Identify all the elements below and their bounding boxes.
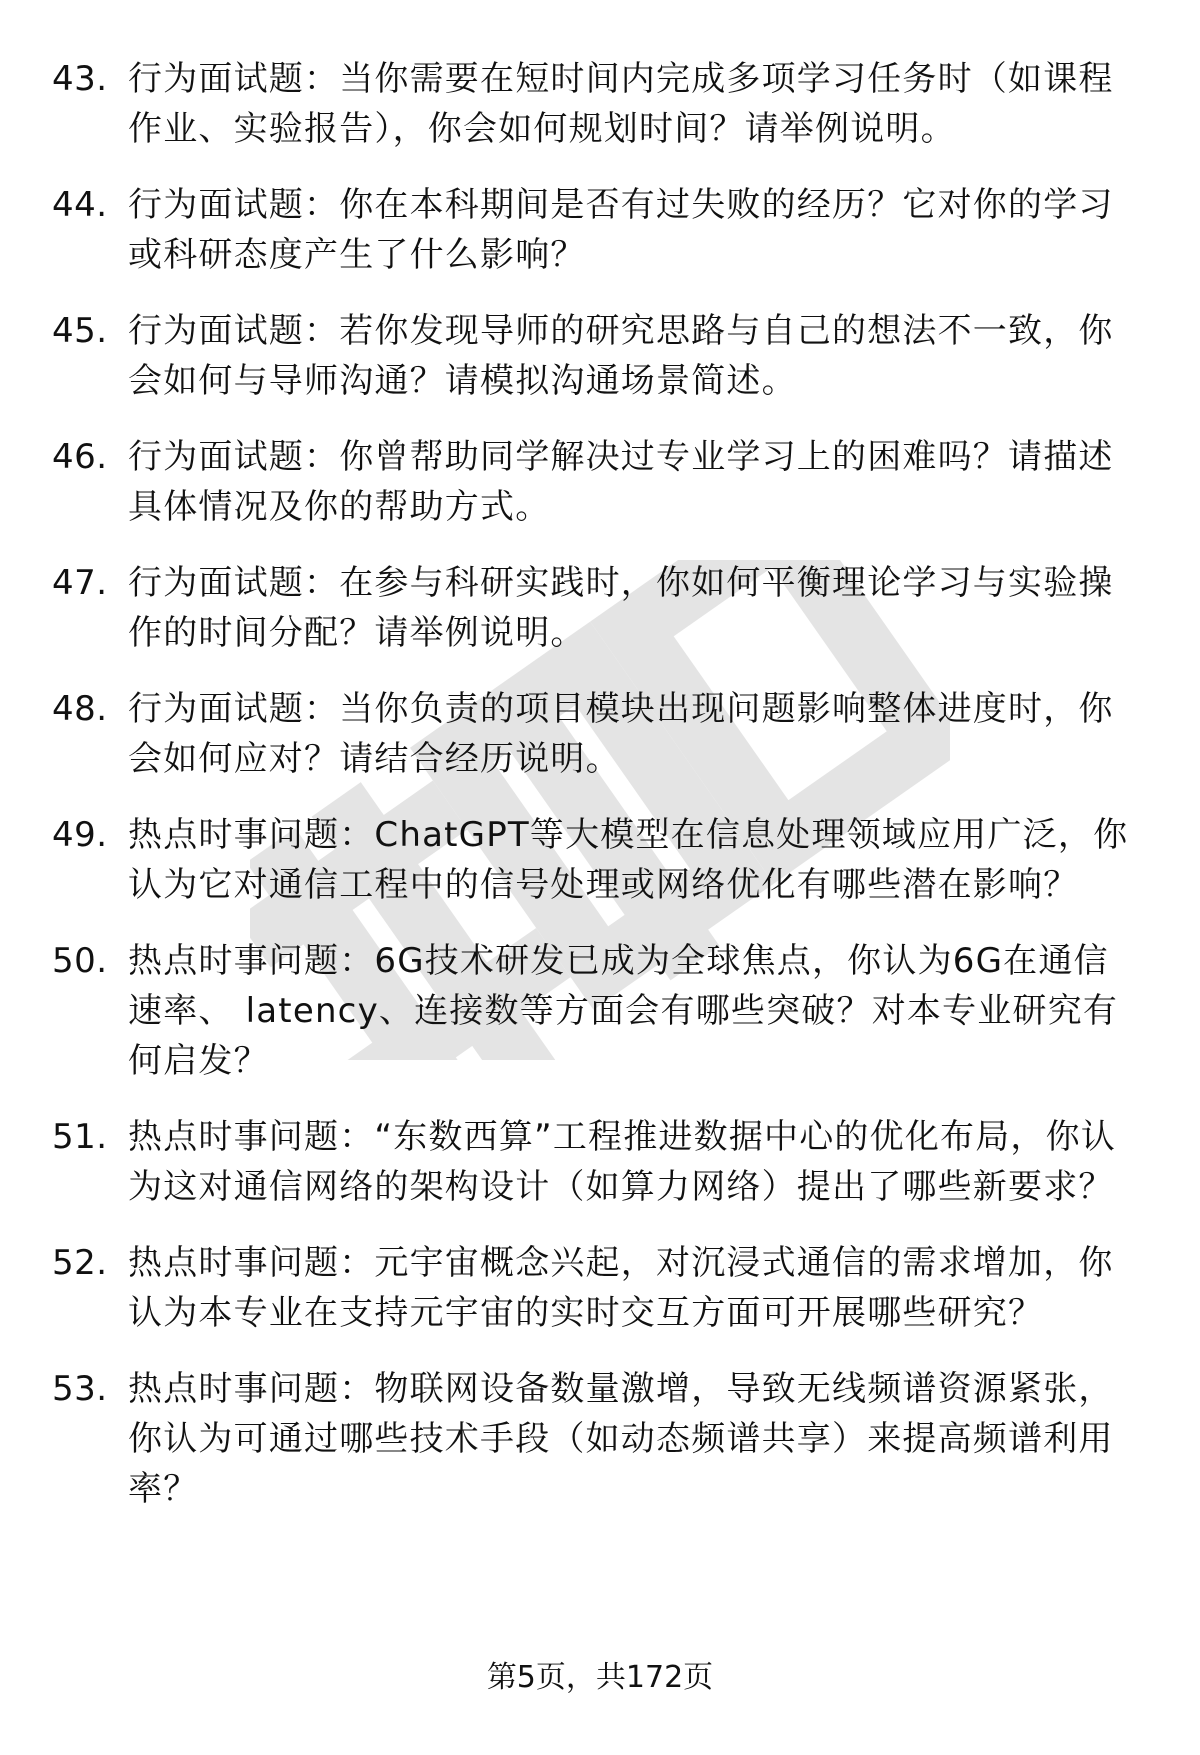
question-number: 44. — [52, 185, 108, 225]
question-item — [0, 1238, 1200, 1338]
question-number: 45. — [52, 311, 108, 351]
question-text: 行为面试题：若你发现导师的研究思路与自己的想法不一致，你会如何与导师沟通？请模拟沟通场景简述。 — [128, 311, 1114, 401]
question-number: 50. — [52, 941, 108, 981]
question-text: 热点时事问题：6G技术研发已成为全球焦点，你认为6G在通信速率、 latency、连接数等方面会有哪些突破？对本专业研究有何启发？ — [128, 941, 1119, 1081]
question-list — [0, 54, 1200, 1540]
question-number: 48. — [52, 689, 108, 729]
question-number: 52. — [52, 1243, 108, 1283]
question-text: 热点时事问题：物联网设备数量激增，导致无线频谱资源紧张，你认为可通过哪些技术手段（如动态频谱共享）来提高频谱利用率？ — [128, 1369, 1114, 1509]
question-number: 53. — [52, 1369, 108, 1409]
question-text: 行为面试题：当你需要在短时间内完成多项学习任务时（如课程作业、实验报告），你会如何规划时间？请举例说明。 — [128, 59, 1114, 149]
question-number: 49. — [52, 815, 108, 855]
question-number: 46. — [52, 437, 108, 477]
question-text: 热点时事问题：“东数西算”工程推进数据中心的优化布局，你认为这对通信网络的架构设计（如算力网络）提出了哪些新要求？ — [128, 1117, 1117, 1207]
question-text: 行为面试题：你曾帮助同学解决过专业学习上的困难吗？请描述具体情况及你的帮助方式。 — [128, 437, 1114, 527]
question-item — [0, 306, 1200, 406]
question-item — [0, 684, 1200, 784]
question-item — [0, 432, 1200, 532]
question-number: 51. — [52, 1117, 108, 1157]
question-item — [0, 54, 1200, 154]
question-item — [0, 936, 1200, 1086]
page-footer: 第5页，共172页 — [486, 1660, 714, 1695]
question-item — [0, 180, 1200, 280]
question-number: 43. — [52, 59, 108, 99]
question-number: 47. — [52, 563, 108, 603]
question-item — [0, 558, 1200, 658]
question-text: 行为面试题：在参与科研实践时，你如何平衡理论学习与实验操作的时间分配？请举例说明。 — [128, 563, 1114, 653]
question-item — [0, 1364, 1200, 1514]
question-text: 行为面试题：你在本科期间是否有过失败的经历？它对你的学习或科研态度产生了什么影响？ — [128, 185, 1114, 275]
question-item — [0, 810, 1200, 910]
question-item — [0, 1112, 1200, 1212]
question-text: 热点时事问题：元宇宙概念兴起，对沉浸式通信的需求增加，你认为本专业在支持元宇宙的实时交互方面可开展哪些研究？ — [128, 1243, 1114, 1333]
question-text: 热点时事问题：ChatGPT等大模型在信息处理领域应用广泛，你认为它对通信工程中的信号处理或网络优化有哪些潜在影响？ — [128, 815, 1129, 905]
question-text: 行为面试题：当你负责的项目模块出现问题影响整体进度时，你会如何应对？请结合经历说明。 — [128, 689, 1114, 779]
